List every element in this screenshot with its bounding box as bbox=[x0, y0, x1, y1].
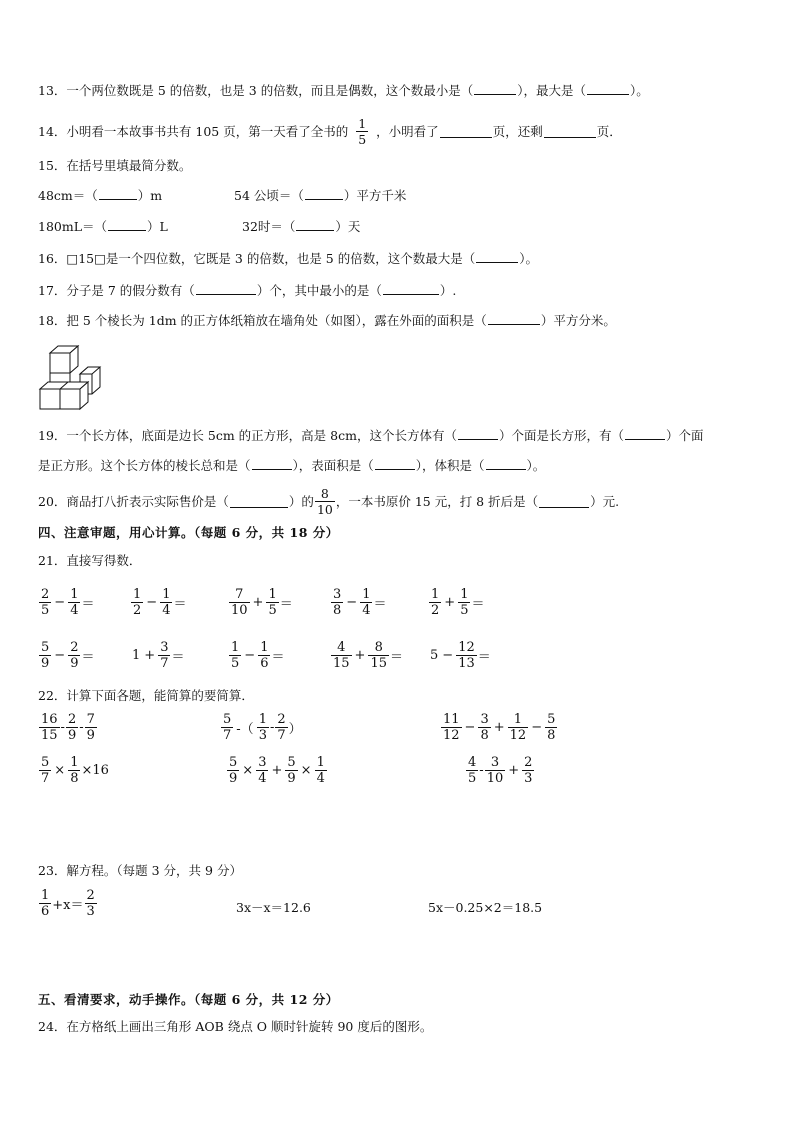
question-21-title: 21．直接写得数． bbox=[38, 553, 142, 568]
q22-expr-1: $\frac{16}{15}$ - $\frac{2}{9}$ - $\frac{7}{9}$ bbox=[41, 712, 95, 743]
q15-a: 48cm＝（ ）m bbox=[38, 188, 163, 203]
answer-blank[interactable] bbox=[486, 457, 526, 470]
q21-expression: $\frac{2}{5}$ − $\frac{1}{4}$ ＝ bbox=[41, 587, 95, 618]
answer-blank[interactable] bbox=[252, 457, 292, 470]
q14-end: 页． bbox=[596, 123, 622, 139]
fraction: $\frac{8}{10}$ bbox=[316, 486, 333, 517]
question-19-line2: 是正方形。这个长方体的棱长总和是（ ），表面积是（ ），体积是（ ）。 bbox=[38, 458, 546, 473]
answer-blank[interactable] bbox=[458, 427, 498, 440]
q15-b: 54 公顷＝（ ）平方千米 bbox=[234, 188, 407, 203]
answer-blank[interactable] bbox=[488, 312, 540, 325]
section-4-title: 四、注意审题，用心计算。（每题 6 分，共 18 分） bbox=[38, 525, 339, 540]
answer-blank[interactable] bbox=[544, 125, 596, 138]
q22-expr-3: $\frac{11}{12}$ − $\frac{3}{8}$ + $\frac{1}{12}$ − $\frac{5}{8}$ bbox=[443, 712, 556, 743]
section-5-title: 五、看清要求，动手操作。（每题 6 分，共 12 分） bbox=[38, 992, 339, 1007]
answer-blank[interactable] bbox=[440, 125, 492, 138]
q22-expr-2: $\frac{5}{7}$ -（ $\frac{1}{3}$ - $\frac{2}{7}$ ） bbox=[223, 712, 302, 743]
q21-expression: 5 − $\frac{12}{13}$ ＝ bbox=[430, 640, 491, 671]
q21-expression: $\frac{3}{8}$ − $\frac{1}{4}$ ＝ bbox=[333, 587, 387, 618]
question-20: 20．商品打八折表示实际售价是（ ）的 $\frac{8}{10}$ ，一本书原价 15 元，打 8 折后是（ ）元. bbox=[38, 486, 620, 517]
q23-eq-3: 5x－0.25×2＝18.5 bbox=[428, 900, 543, 915]
answer-blank[interactable] bbox=[305, 187, 343, 200]
answer-blank[interactable] bbox=[230, 495, 288, 508]
question-18: 18．把 5 个棱长为 1dm 的正方体纸箱放在墙角处（如图），露在外面的面积是（ ）平方分米。 bbox=[38, 313, 616, 328]
q21-expression: $\frac{4}{15}$ + $\frac{8}{15}$ ＝ bbox=[333, 640, 404, 671]
question-14 bbox=[38, 116, 622, 147]
q22-expr-6: $\frac{4}{5}$ - $\frac{3}{10}$ + $\frac{2}{3}$ bbox=[468, 755, 533, 786]
q21-expression: 1 + $\frac{3}{7}$ ＝ bbox=[132, 640, 185, 671]
question-13 bbox=[38, 82, 649, 100]
answer-blank[interactable] bbox=[539, 495, 589, 508]
question-23-title: 23．解方程。（每题 3 分，共 9 分） bbox=[38, 863, 242, 878]
answer-blank[interactable] bbox=[108, 218, 146, 231]
q21-expression: $\frac{5}{9}$ − $\frac{2}{9}$ ＝ bbox=[41, 640, 95, 671]
answer-blank[interactable] bbox=[196, 282, 256, 295]
q23-eq-2: 3x－x＝12.6 bbox=[236, 900, 311, 915]
q13-mid: ），最大是（ bbox=[517, 83, 586, 98]
answer-blank[interactable] bbox=[383, 282, 439, 295]
answer-blank[interactable] bbox=[296, 218, 334, 231]
q13-end: ）。 bbox=[629, 83, 649, 98]
question-15-title: 15．在括号里填最简分数。 bbox=[38, 158, 192, 173]
q23-eq-1: $\frac{1}{6}$ +x＝ $\frac{2}{3}$ bbox=[41, 888, 95, 919]
question-17: 17．分子是 7 的假分数有（ ）个，其中最小的是（ ）. bbox=[38, 283, 457, 298]
cube-figure bbox=[38, 343, 104, 414]
q14-mid: ，小明看了 bbox=[376, 123, 439, 139]
q14-pre: 14．小明看一本故事书共有 105 页，第一天看了全书的 bbox=[38, 123, 349, 139]
q22-expr-4: $\frac{5}{7}$ × $\frac{1}{8}$ ×16 bbox=[41, 755, 109, 786]
fraction: $\frac{1}{5}$ bbox=[358, 116, 367, 147]
question-16: 16．□15□是一个四位数，它既是 3 的倍数，也是 5 的倍数，这个数最大是（ ）。 bbox=[38, 251, 538, 266]
answer-blank[interactable] bbox=[99, 187, 137, 200]
answer-blank[interactable] bbox=[587, 82, 629, 95]
answer-blank[interactable] bbox=[375, 457, 415, 470]
q13-text: 13．一个两位数既是 5 的倍数，也是 3 的倍数，而且是偶数，这个数最小是（ bbox=[38, 83, 474, 98]
question-24: 24．在方格纸上画出三角形 AOB 绕点 O 顺时针旋转 90 度后的图形。 bbox=[38, 1019, 433, 1034]
q15-c: 180mL＝（ ）L bbox=[38, 219, 168, 234]
q21-expression: $\frac{1}{5}$ − $\frac{1}{6}$ ＝ bbox=[231, 640, 285, 671]
q21-expression: $\frac{7}{10}$ + $\frac{1}{5}$ ＝ bbox=[231, 587, 293, 618]
q14-mid2: 页，还剩 bbox=[492, 123, 543, 139]
q21-expression: $\frac{1}{2}$ − $\frac{1}{4}$ ＝ bbox=[133, 587, 187, 618]
question-19-line1: 19．一个长方体，底面是边长 5cm 的正方形，高是 8cm，这个长方体有（ ）个面是长方形，有（ ）个面 bbox=[38, 428, 704, 443]
q22-expr-5: $\frac{5}{9}$ × $\frac{3}{4}$ + $\frac{5}{9}$ × $\frac{1}{4}$ bbox=[229, 755, 325, 786]
q21-expression: $\frac{1}{2}$ + $\frac{1}{5}$ ＝ bbox=[431, 587, 485, 618]
answer-blank[interactable] bbox=[476, 250, 518, 263]
answer-blank[interactable] bbox=[474, 82, 516, 95]
question-22-title: 22．计算下面各题，能简算的要简算． bbox=[38, 688, 254, 703]
answer-blank[interactable] bbox=[625, 427, 665, 440]
q15-d: 32时＝（ ）天 bbox=[242, 219, 361, 234]
